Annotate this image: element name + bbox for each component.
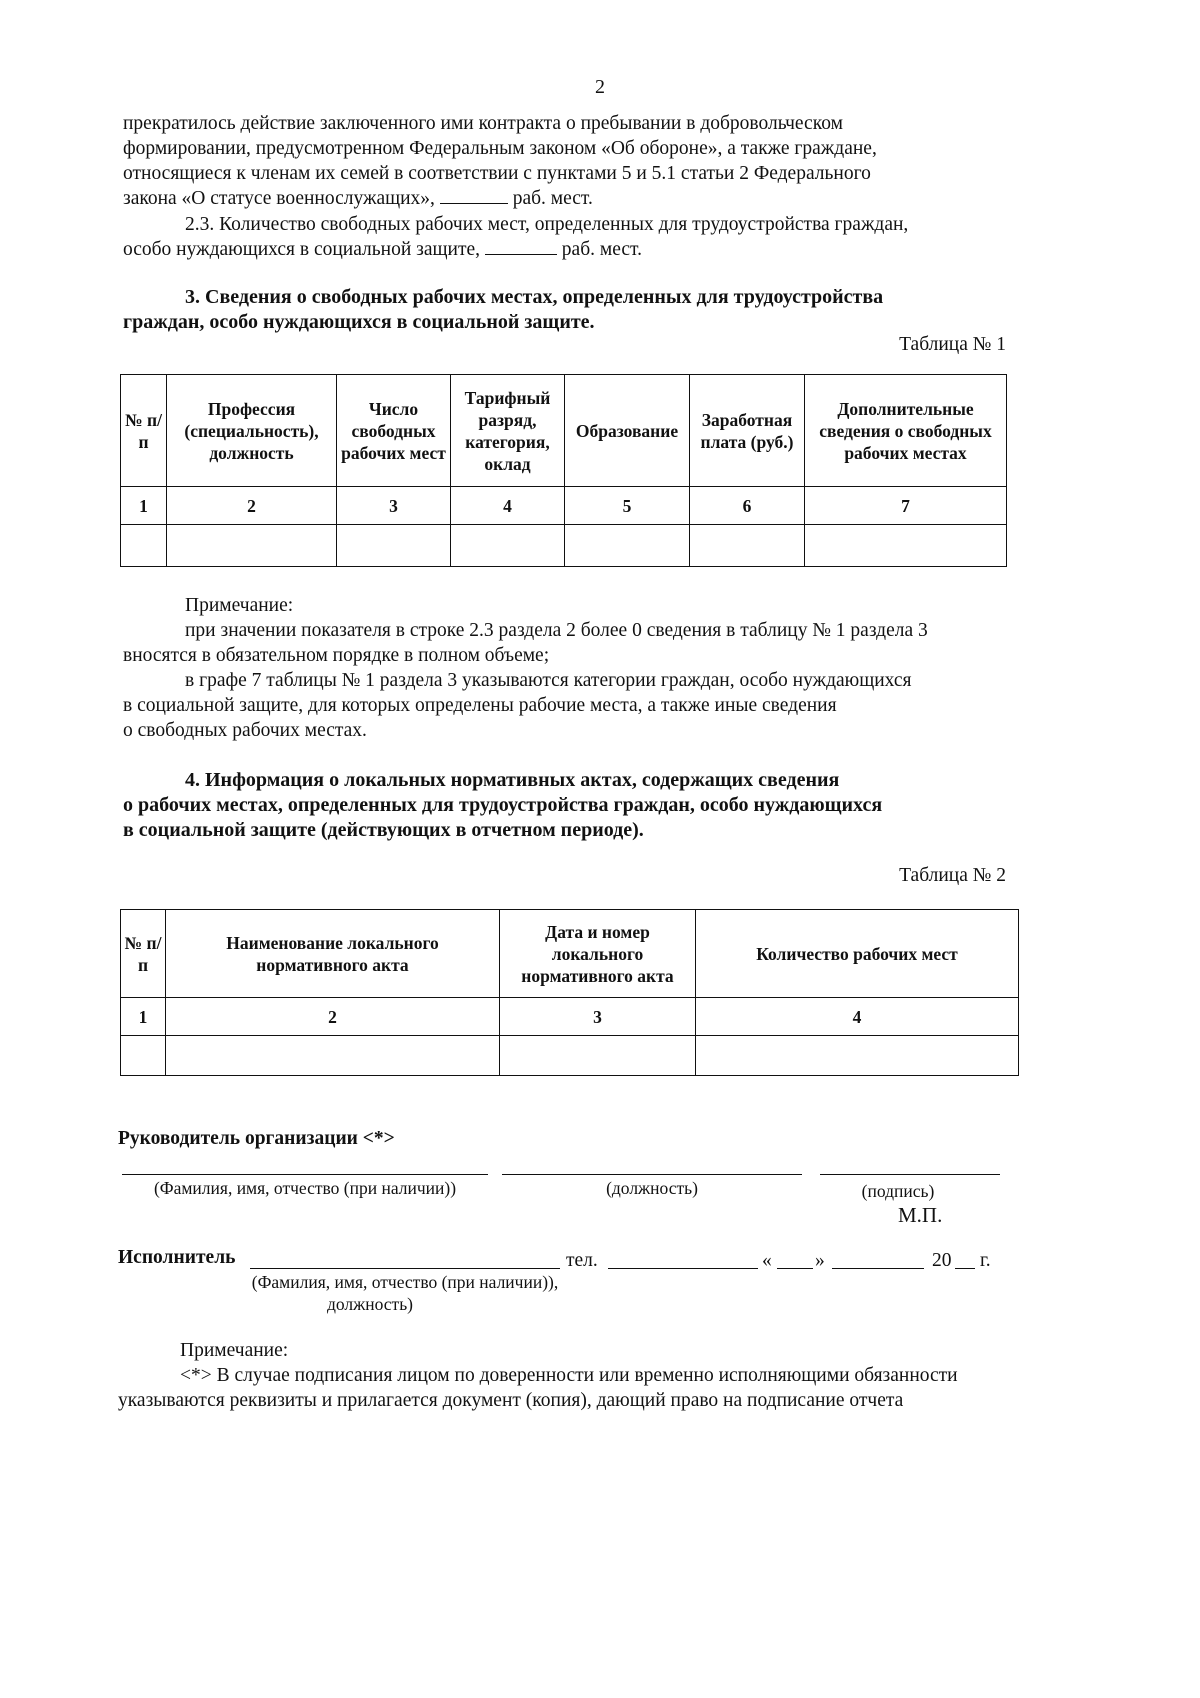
paragraph-2-3: 2.3. Количество свободных рабочих мест, определенных для трудоустройства граждан, особо нуждающихся в социальной защите, раб. мест. [123,212,1006,262]
section2-continuation [123,111,1006,211]
table1-header-cell: Тарифный разряд, категория, оклад [451,375,565,487]
table2-input-cell[interactable] [121,1036,166,1076]
footnote: Примечание: <*> В случае подписания лицом по доверенности или временно исполняющими обязанности указываются реквизиты и прилагается документ (копия), дающий право на подписание отчета [118,1338,1000,1413]
table1-number-cell: 3 [337,487,451,525]
position-signature-line[interactable] [502,1174,802,1175]
table1-number-cell: 6 [690,487,805,525]
para-line-last: закона «О статусе военнослужащих», раб. мест. [123,188,593,209]
year-line[interactable] [955,1268,975,1269]
page-number: 2 [595,76,605,98]
table1-header-cell: Образование [565,375,690,487]
table2-header-cell: № п/п [121,910,166,998]
month-line[interactable] [832,1268,924,1269]
phone-label: тел. [566,1250,598,1271]
table1-label: Таблица № 1 [899,334,1006,355]
para-line: прекратилось действие заключенного ими контракта о пребывании в добровольческом [123,113,843,134]
table1-input-cell[interactable] [690,525,805,567]
year-suffix: г. [980,1250,991,1271]
table2-number-cell: 3 [500,998,696,1036]
fio-caption: (Фамилия, имя, отчество (при наличии)) [153,1178,457,1198]
table1-header-cell: № п/п [121,375,167,487]
stamp-mark: М.П. [898,1203,943,1227]
executor-line[interactable] [250,1268,560,1269]
blank-field[interactable] [485,238,557,255]
table1-empty-row [121,525,1007,567]
table1-header-cell: Число свободных рабочих мест [337,375,451,487]
table1-header-row [121,375,1007,487]
table1-number-row [121,487,1007,525]
quote-close: » [815,1250,825,1271]
table1-number-cell: 5 [565,487,690,525]
table2-header-cell: Дата и номер локального нормативного акта [500,910,696,998]
table1-input-cell[interactable] [565,525,690,567]
section4-heading: 4. Информация о локальных нормативных актах, содержащих сведения о рабочих местах, определенных для трудоустройства граждан, особо нуждающихся в социальной защите (действующих в отчетном периоде). [123,769,883,841]
table1-input-cell[interactable] [805,525,1007,567]
phone-line[interactable] [608,1268,758,1269]
table2-number-cell: 4 [696,998,1019,1036]
position-caption: (должность) [606,1178,698,1198]
para-line: относящиеся к членам их семей в соответствии с пунктами 5 и 5.1 статьи 2 Федерального [123,163,871,184]
table1-number-cell: 4 [451,487,565,525]
section3-heading: 3. Сведения о свободных рабочих местах, определенных для трудоустройства граждан, особо нуждающихся в социальной защите. [123,286,884,333]
table2-input-cell[interactable] [696,1036,1019,1076]
para-line: формировании, предусмотренном Федеральным законом «Об обороне», а также граждане, [123,138,877,159]
table2-header-cell: Количество рабочих мест [696,910,1019,998]
table2-label: Таблица № 2 [899,865,1006,886]
signature-caption: (подпись) [861,1181,935,1201]
quote-open: « [762,1250,772,1271]
table1-number-cell: 7 [805,487,1007,525]
para-2-3-line2: особо нуждающихся в социальной защите, раб. мест. [123,239,642,260]
executor-label: Исполнитель [118,1247,236,1268]
table2-number-cell: 1 [121,998,166,1036]
blank-field[interactable] [440,187,508,204]
executor-caption-1: (Фамилия, имя, отчество (при наличии)), [251,1272,559,1292]
note-title: Примечание: [185,595,294,616]
fio-signature-line[interactable] [122,1174,488,1175]
table1-number-cell: 1 [121,487,167,525]
signature-line[interactable] [820,1174,1000,1175]
table2-input-cell[interactable] [500,1036,696,1076]
year-prefix: 20 [932,1250,952,1271]
table-1 [120,374,1007,567]
section3-note: Примечание: при значении показателя в строке 2.3 раздела 2 более 0 сведения в таблицу № 1 раздела 3 вносятся в обязательном порядке в полном объеме; в графе 7 таблицы № 1 раздела 3 указываются категории граждан, особо нуждающихся в социальной защите, для которых определены рабочие места, а также иные сведения о свободных рабочих местах. [123,593,1006,743]
table1-header-cell: Заработная плата (руб.) [690,375,805,487]
table1-input-cell[interactable] [451,525,565,567]
table2-header-cell: Наименование локального нормативного акта [166,910,500,998]
table2-empty-row [121,1036,1019,1076]
table1-number-cell: 2 [167,487,337,525]
table1-input-cell[interactable] [337,525,451,567]
footnote-title: Примечание: [180,1340,289,1361]
table1-input-cell[interactable] [121,525,167,567]
table2-number-row [121,998,1019,1036]
head-of-organization-label: Руководитель организации <*> [118,1128,395,1149]
table2-number-cell: 2 [166,998,500,1036]
executor-caption-2: должность) [326,1294,414,1314]
table2-input-cell[interactable] [166,1036,500,1076]
table1-header-cell: Профессия (специальность), должность [167,375,337,487]
day-line[interactable] [777,1268,813,1269]
table1-input-cell[interactable] [167,525,337,567]
table1-header-cell: Дополнительные сведения о свободных рабочих местах [805,375,1007,487]
table-2 [120,909,1019,1076]
table2-header-row [121,910,1019,998]
